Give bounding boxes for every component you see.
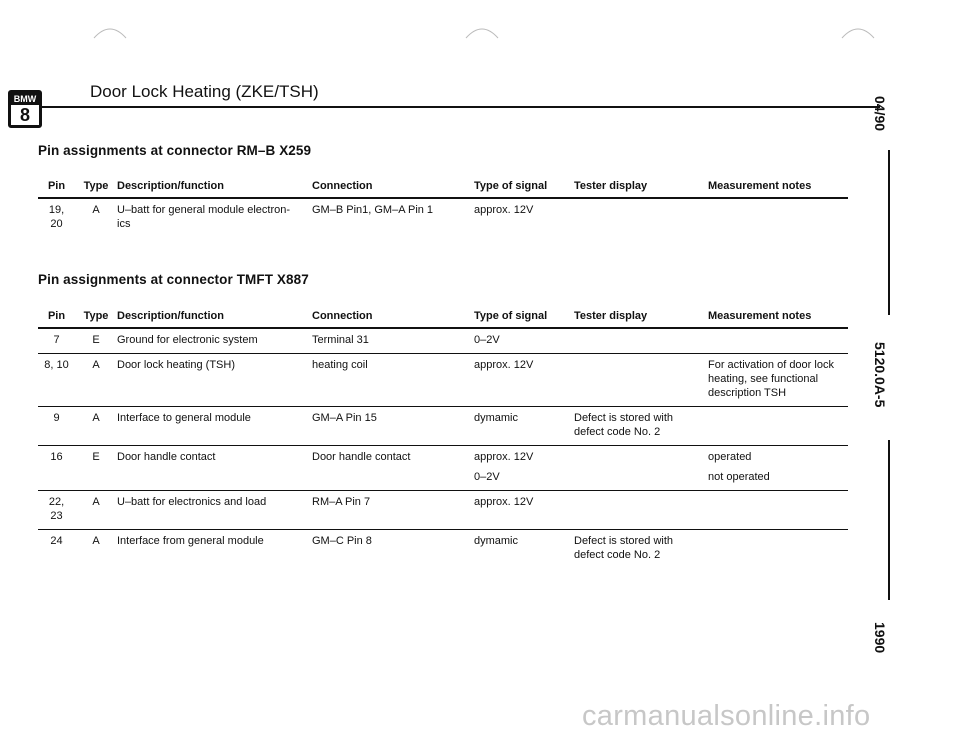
cell-connection: [312, 466, 474, 491]
cell-type: A: [92, 535, 100, 547]
cell-description: Interface from general module: [117, 535, 264, 547]
cell-type: E: [75, 328, 117, 354]
side-rule: [888, 440, 890, 600]
cell-signal: approx. 12V: [474, 491, 574, 530]
side-year: 1990: [872, 622, 888, 654]
pin-table-tmft: [38, 310, 848, 568]
cell-description: U–batt for electronics and load: [117, 491, 312, 530]
cell-signal: dymamic: [474, 535, 519, 547]
cell-connection: GM–C Pin 8: [312, 535, 372, 547]
cell-pin: 24: [50, 535, 63, 547]
cell-pin: 7: [38, 328, 75, 354]
side-rule: [888, 150, 890, 315]
table-row: [38, 407, 848, 446]
cell-pin: 22, 23: [38, 491, 75, 530]
cell-tester: [574, 446, 708, 467]
table-body: [38, 328, 848, 568]
page-title: Door Lock Heating (ZKE/TSH): [90, 82, 319, 101]
col-header-pin: Pin: [38, 310, 75, 328]
cell-notes: For activation of door lock heating, see functional description TSH: [708, 354, 848, 407]
cell-type: [75, 466, 117, 491]
cell-tester: [574, 466, 708, 491]
watermark-text: carmanualsonline.info: [582, 700, 871, 732]
col-header-signal: Type of signal: [474, 180, 574, 198]
side-page-code: 5120.0A-5: [872, 342, 888, 408]
cell-notes: operated: [708, 451, 752, 463]
cell-signal: dymamic: [474, 407, 574, 446]
cell-tester: Defect is stored with defect code No. 2: [574, 407, 708, 446]
col-header-connection: Connection: [312, 180, 474, 198]
col-header-description: Description/function: [117, 180, 312, 198]
cell-pin: [38, 466, 75, 491]
col-header-pin: Pin: [38, 180, 75, 198]
cell-signal: approx. 12V: [474, 451, 534, 463]
cell-tester: [574, 328, 708, 354]
cell-type: A: [75, 354, 117, 407]
cell-type: A: [75, 407, 117, 446]
col-header-notes: Measurement notes: [708, 180, 848, 198]
table-row: [38, 328, 848, 354]
table-row: [38, 446, 848, 467]
cell-signal: approx. 12V: [474, 204, 534, 216]
table-row: [38, 354, 848, 407]
cell-description: Door handle contact: [117, 451, 216, 463]
cell-pin: 16: [50, 451, 63, 463]
col-header-notes: Measurement notes: [708, 310, 848, 328]
cell-connection: heating coil: [312, 354, 474, 407]
col-header-description: Description/function: [117, 310, 312, 328]
cell-connection: Door handle contact: [312, 451, 411, 463]
col-header-type: Type: [75, 310, 117, 328]
col-header-tester: Tester display: [574, 180, 708, 198]
side-date: 04/90: [872, 96, 888, 132]
cell-notes: [708, 328, 848, 354]
punch-hole-mark: [90, 18, 130, 42]
cell-notes: [708, 198, 848, 237]
col-header-connection: Connection: [312, 310, 474, 328]
bmw-series-logo: [8, 90, 42, 128]
cell-signal: 0–2V: [474, 466, 574, 491]
cell-connection: GM–A Pin 15: [312, 407, 474, 446]
cell-connection: Terminal 31: [312, 328, 474, 354]
cell-connection: GM–B Pin1, GM–A Pin 1: [312, 204, 434, 216]
cell-description: Interface to general module: [117, 407, 312, 446]
table-header-row: [38, 310, 848, 328]
table-body: [38, 198, 848, 237]
cell-connection: RM–A Pin 7: [312, 491, 474, 530]
table-header-row: [38, 180, 848, 198]
col-header-tester: Tester display: [574, 310, 708, 328]
col-header-signal: Type of signal: [474, 310, 574, 328]
cell-type: A: [92, 204, 100, 216]
section-heading-rm-b: Pin assignments at connector RM–B X259: [38, 143, 312, 158]
cell-pin: 8, 10: [38, 354, 75, 407]
punch-hole-mark: [462, 18, 502, 42]
cell-signal: 0–2V: [474, 328, 574, 354]
cell-notes: [708, 491, 848, 530]
cell-tester: Defect is stored with defect code No. 2: [574, 535, 674, 561]
logo-series-number: 8: [19, 105, 30, 125]
table-row: [38, 491, 848, 530]
punch-hole-mark: [838, 18, 878, 42]
section-heading-tmft: Pin assignments at connector TMFT X887: [38, 272, 309, 287]
cell-notes: [708, 407, 848, 446]
cell-type: E: [92, 451, 100, 463]
title-divider: [40, 106, 880, 108]
cell-type: A: [75, 491, 117, 530]
cell-pin: 9: [38, 407, 75, 446]
pin-table-rm-b: [38, 180, 848, 237]
cell-notes: [708, 530, 848, 569]
cell-description: U–batt for general module electron- ics: [117, 204, 291, 230]
cell-tester: [574, 354, 708, 407]
cell-description: Door lock heating (TSH): [117, 354, 312, 407]
cell-pin: 19, 20: [48, 204, 65, 230]
cell-notes: not operated: [708, 466, 848, 491]
cell-description: [117, 466, 312, 491]
col-header-type: Type: [75, 180, 117, 198]
table-row: [38, 198, 848, 237]
cell-signal: approx. 12V: [474, 354, 574, 407]
cell-tester: [574, 491, 708, 530]
table-row: [38, 466, 848, 491]
cell-description: Ground for electronic system: [117, 328, 312, 354]
cell-tester: [574, 198, 708, 237]
logo-brand-text: BMW: [11, 93, 39, 105]
table-row: [38, 530, 848, 569]
